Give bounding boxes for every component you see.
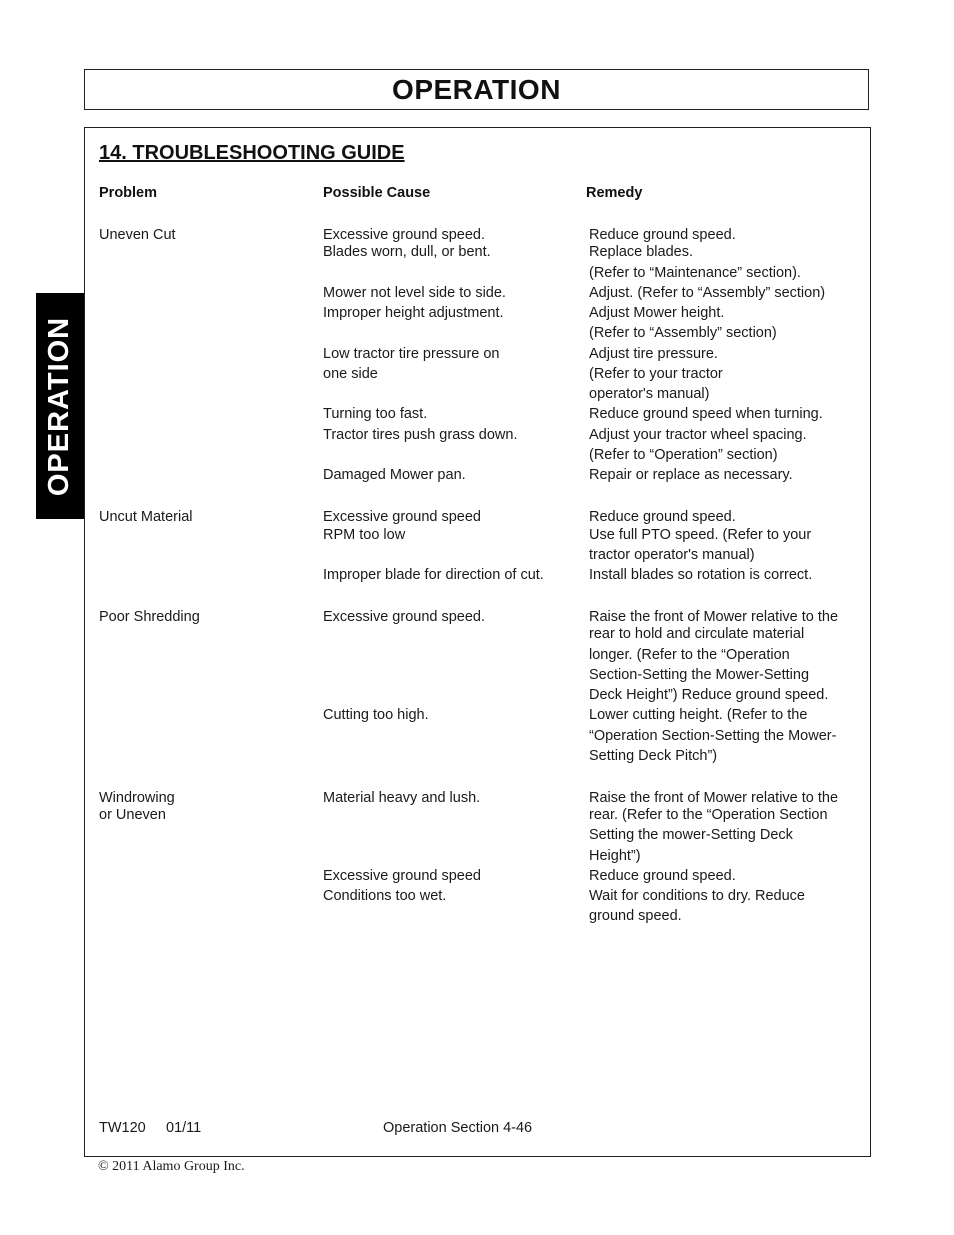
- footer-page-number: Operation Section 4-46: [383, 1120, 533, 1136]
- problem-uncut-material: Uncut Material: [99, 509, 193, 525]
- cause-text: Conditions too wet.: [323, 888, 447, 904]
- cause-text: Cutting too high.: [323, 707, 429, 723]
- cause-text: one side: [323, 366, 378, 382]
- column-header-remedy: Remedy: [586, 185, 643, 201]
- remedy-text: (Refer to “Maintenance” section).: [589, 265, 801, 281]
- remedy-text: Use full PTO speed. (Refer to your: [589, 527, 812, 543]
- remedy-text: tractor operator's manual): [589, 547, 755, 563]
- cause-text: Tractor tires push grass down.: [323, 427, 518, 443]
- cause-text: Excessive ground speed.: [323, 609, 486, 625]
- remedy-text: operator's manual): [589, 386, 710, 402]
- copyright: © 2011 Alamo Group Inc.: [98, 1159, 245, 1174]
- remedy-text: ground speed.: [589, 908, 682, 924]
- remedy-text: rear to hold and circulate material: [589, 626, 805, 642]
- remedy-text: (Refer to your tractor: [589, 366, 723, 382]
- remedy-text: Raise the front of Mower relative to the: [589, 609, 839, 625]
- section-title: 14. TROUBLESHOOTING GUIDE: [99, 142, 405, 164]
- remedy-text: Deck Height”) Reduce ground speed.: [589, 687, 829, 703]
- remedy-text: (Refer to “Operation” section): [589, 447, 778, 463]
- remedy-text: Replace blades.: [589, 244, 693, 260]
- remedy-text: Adjust. (Refer to “Assembly” section): [589, 285, 826, 301]
- cause-text: Low tractor tire pressure on: [323, 346, 500, 362]
- header-title: OPERATION: [392, 73, 561, 105]
- cause-text: Material heavy and lush.: [323, 790, 481, 806]
- footer-model: TW120: [99, 1120, 146, 1136]
- remedy-text: (Refer to “Assembly” section): [589, 325, 777, 341]
- cause-text: Turning too fast.: [323, 406, 428, 422]
- remedy-text: Raise the front of Mower relative to the: [589, 790, 839, 806]
- cause-text: Mower not level side to side.: [323, 285, 506, 301]
- cause-text: Excessive ground speed: [323, 509, 481, 525]
- side-tab: [36, 293, 84, 519]
- remedy-text: Adjust tire pressure.: [589, 346, 718, 362]
- cause-text: Improper height adjustment.: [323, 305, 504, 321]
- remedy-text: Repair or replace as necessary.: [589, 467, 793, 483]
- remedy-text: Adjust Mower height.: [589, 305, 725, 321]
- footer-date: 01/11: [166, 1120, 202, 1136]
- remedy-text: longer. (Refer to the “Operation: [589, 647, 790, 663]
- cause-text: Damaged Mower pan.: [323, 467, 466, 483]
- remedy-text: rear. (Refer to the “Operation Section: [589, 807, 828, 823]
- problem-poor-shredding: Poor Shredding: [99, 609, 200, 625]
- cause-text: RPM too low: [323, 527, 406, 543]
- remedy-text: Reduce ground speed.: [589, 509, 736, 525]
- remedy-text: Setting Deck Pitch”): [589, 748, 718, 764]
- problem-uneven-cut: Uneven Cut: [99, 227, 176, 243]
- column-header-problem: Problem: [99, 185, 158, 201]
- header-box: [84, 69, 869, 110]
- remedy-text: Wait for conditions to dry. Reduce: [589, 888, 805, 904]
- problem-windrowing: Windrowing: [99, 790, 175, 806]
- cause-text: Improper blade for direction of cut.: [323, 567, 544, 583]
- remedy-text: Setting the mower-Setting Deck: [589, 827, 793, 843]
- cause-text: Blades worn, dull, or bent.: [323, 244, 491, 260]
- remedy-text: Reduce ground speed when turning.: [589, 406, 823, 422]
- remedy-text: Reduce ground speed.: [589, 868, 736, 884]
- column-header-cause: Possible Cause: [323, 185, 431, 201]
- remedy-text: Height”): [589, 848, 641, 864]
- remedy-text: Install blades so rotation is correct.: [589, 567, 813, 583]
- remedy-text: Reduce ground speed.: [589, 227, 736, 243]
- cause-text: Excessive ground speed.: [323, 227, 486, 243]
- problem-windrowing-line2: or Uneven: [99, 807, 166, 823]
- remedy-text: Adjust your tractor wheel spacing.: [589, 427, 807, 443]
- cause-text: Excessive ground speed: [323, 868, 481, 884]
- remedy-text: “Operation Section-Setting the Mower-: [589, 728, 837, 744]
- remedy-text: Lower cutting height. (Refer to the: [589, 707, 808, 723]
- remedy-text: Section-Setting the Mower-Setting: [589, 667, 810, 683]
- side-tab-label: OPERATION: [43, 316, 76, 496]
